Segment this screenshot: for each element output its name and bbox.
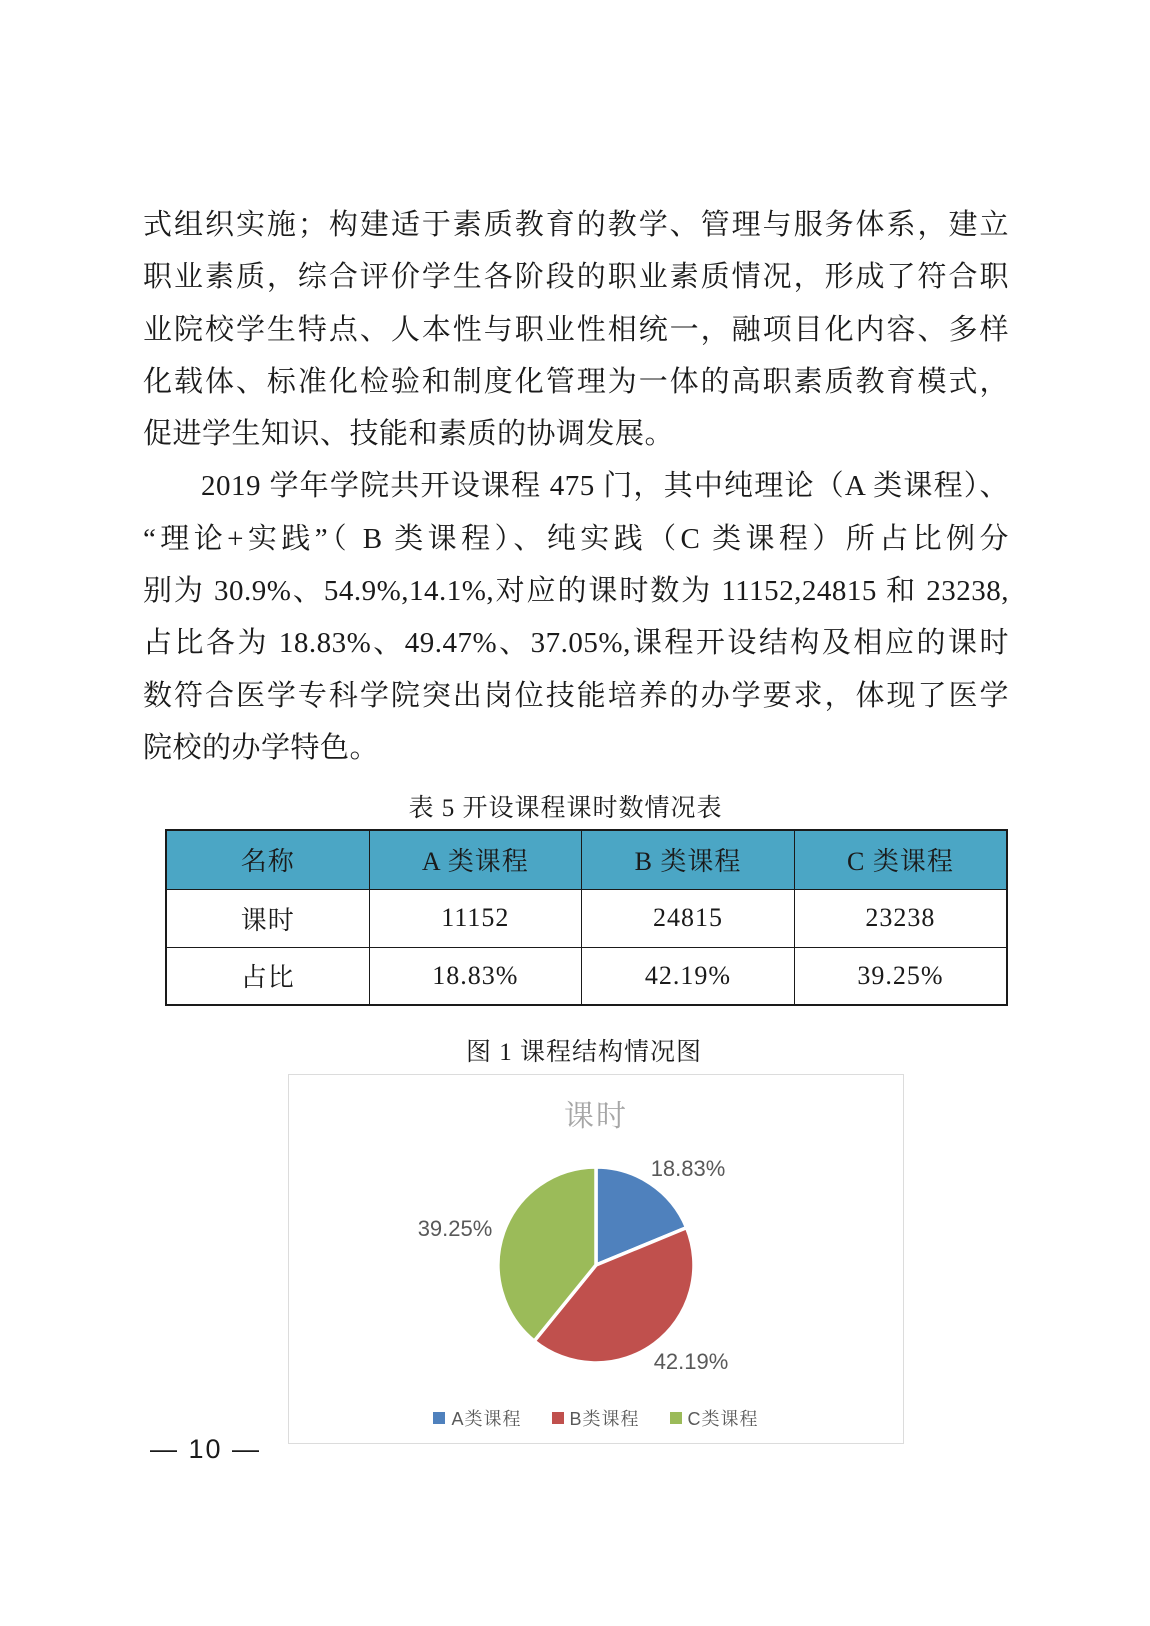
pie-chart-svg [486,1155,706,1375]
table-cell: 占比 [166,947,369,1005]
paragraph1-line: 化载体、标准化检验和制度化管理为一体的高职素质教育模式， [143,365,1009,398]
table-cell: 11152 [369,889,582,947]
pie-data-label-a: 18.83% [650,1156,726,1181]
chart-title: 课时 [564,1100,628,1133]
table-cell: 课时 [166,889,369,947]
paragraph1-line: 业院校学生特点、人本性与职业性相统一，融项目化内容、多样 [143,313,1009,346]
paragraph2-line: 占比各为 18.83%、49.47%、37.05%,课程开设结构及相应的课时 [143,627,1009,660]
table-cell: 24815 [582,889,795,947]
legend-item-c [670,1405,759,1431]
table-header-row [166,830,1007,889]
table-caption: 表 5 开设课程课时数情况表 [408,795,723,822]
legend-label: A类课程 [451,1409,522,1429]
table-cell: 23238 [794,889,1007,947]
pie-chart [486,1155,706,1375]
table-header-cell: C 类课程 [794,830,1007,889]
paragraph2-line: 2019 学年学院共开设课程 475 门，其中纯理论（A 类课程）、 [201,470,1009,503]
legend-item-b [552,1405,640,1431]
paragraph1-line: 职业素质，综合评价学生各阶段的职业素质情况，形成了符合职 [143,261,1009,294]
table-cell: 18.83% [369,947,582,1005]
paragraph2-line: 别为 30.9%、54.9%,14.1%,对应的课时数为 11152,24815 和 23238, [143,575,1009,608]
figure-caption: 图 1 课程结构情况图 [465,1039,702,1066]
paragraph2-line: 院校的办学特色。 [143,731,380,764]
paragraph2-line: 数符合医学专科学院突出岗位技能培养的办学要求，体现了医学 [143,679,1009,712]
paragraph1-line: 式组织实施；构建适于素质教育的教学、管理与服务体系，建立 [143,209,1009,241]
legend-item-a [433,1405,521,1431]
table-row [166,947,1007,1005]
paragraph1-line: 促进学生知识、技能和素质的协调发展。 [143,418,675,451]
legend-label: B类课程 [569,1409,640,1429]
chart-legend [289,1405,903,1431]
legend-label: C类课程 [687,1409,759,1429]
paragraph2-line: “理论+实践”（ B 类课程）、纯实践（C 类课程）所占比例分 [143,522,1009,555]
table-header-cell: B 类课程 [582,830,795,889]
pie-data-label-b: 42.19% [653,1349,729,1374]
table-cell: 42.19% [582,947,795,1005]
table-header-cell: A 类课程 [369,830,582,889]
table-cell: 39.25% [794,947,1007,1005]
table-header-cell: 名称 [166,830,369,889]
pie-chart-figure [288,1074,904,1444]
course-hours-table [165,829,1008,1006]
table-row [166,889,1007,947]
page-number: — 10 — [150,1434,262,1464]
legend-swatch-icon [670,1412,682,1424]
pie-data-label-c: 39.25% [417,1216,493,1241]
legend-swatch-icon [552,1412,564,1424]
legend-swatch-icon [433,1412,445,1424]
body-text [143,199,1009,774]
